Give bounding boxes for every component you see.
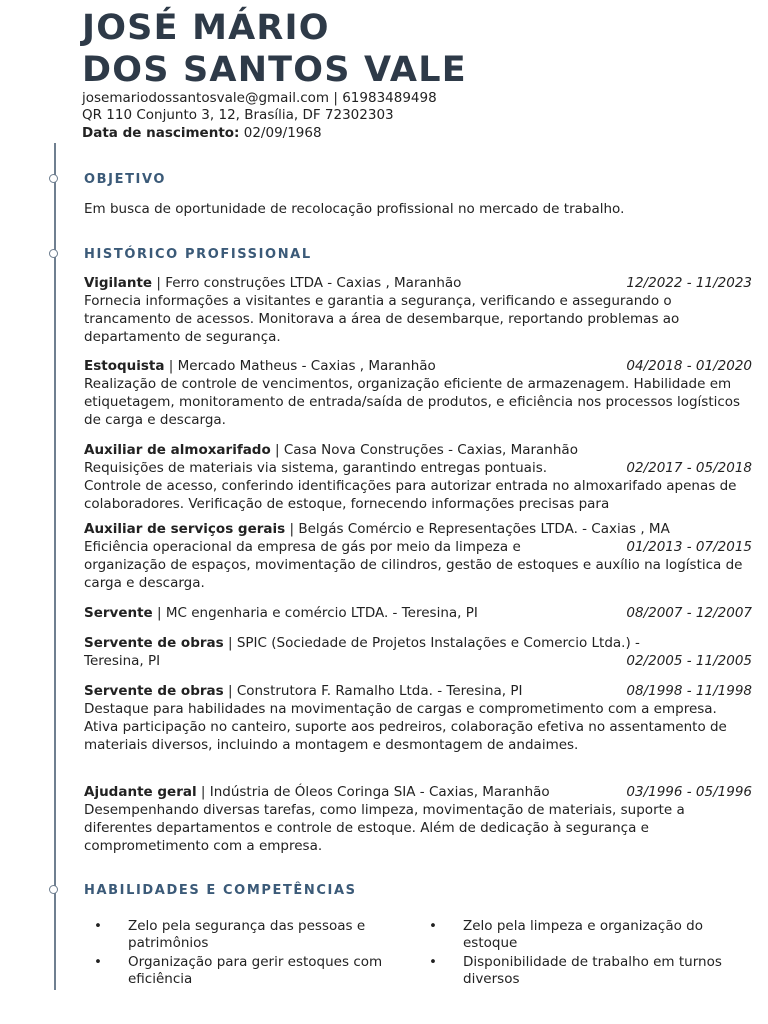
job-entry: [84, 274, 752, 346]
job-entry: [84, 783, 752, 855]
job-company: | MC engenharia e comércio LTDA. - Teresina, PI: [152, 605, 478, 621]
job-location: Teresina, PI: [84, 653, 161, 669]
job-entry: [84, 634, 752, 670]
job-dates: 03/1996 - 05/1996: [626, 784, 752, 800]
job-description: Destaque para habilidades na movimentação de cargas e comprometimento com a empresa. Ativa participação no canteiro, suporte aos pedreiros, colaboração efetiva no assentamento de materiais diversos, incluindo a montagem e desmontagem de andaimes.: [84, 701, 727, 753]
job-header: [84, 783, 752, 801]
job-company: | Mercado Matheus - Caxias , Maranhão: [164, 358, 436, 374]
name-first-line: JOSÉ MÁRIO: [82, 8, 330, 48]
job-role: Estoquista: [84, 358, 165, 374]
job-company: | Casa Nova Construções - Caxias, Maranhão: [270, 442, 578, 458]
timeline-node-history: [49, 249, 58, 258]
job-entry: [84, 357, 752, 429]
job-header: [84, 441, 752, 459]
job-header: [84, 357, 752, 375]
job-entry: [84, 682, 752, 754]
bullet-icon: •: [429, 918, 437, 934]
job-company: | SPIC (Sociedade de Projetos Instalações e Comercio Ltda.) -: [223, 635, 640, 651]
job-header: [84, 634, 752, 652]
job-description: Desempenhando diversas tarefas, como limpeza, movimentação de materiais, suporte a diferentes departamentos e controle de estoque. Além de dedicação à segurança e comprometimento com a empresa.: [84, 802, 685, 854]
job-company: | Construtora F. Ramalho Ltda. - Teresina, PI: [223, 683, 523, 699]
job-role: Ajudante geral: [84, 784, 197, 800]
skill-item: • Zelo pela limpeza e organização do estoque: [429, 918, 703, 951]
job-role: Servente de obras: [84, 683, 224, 699]
job-subline: [84, 652, 752, 670]
contact-address: QR 110 Conjunto 3, 12, Brasília, DF 72302303: [82, 107, 394, 123]
birth-date-value: 02/09/1968: [243, 125, 322, 141]
job-summary: Eficiência operacional da empresa de gás por meio da limpeza e: [84, 539, 521, 555]
job-company: | Belgás Comércio e Representações LTDA. - Caxias , MA: [285, 521, 670, 537]
section-title-objective: OBJETIVO: [84, 172, 167, 187]
job-header: [84, 604, 752, 622]
section-title-history: HISTÓRICO PROFISSIONAL: [84, 247, 312, 262]
objective-text: Em busca de oportunidade de recolocação profissional no mercado de trabalho.: [84, 201, 625, 217]
job-role: Auxiliar de almoxarifado: [84, 442, 271, 458]
job-entry: [84, 604, 752, 622]
skills-list: [92, 918, 752, 990]
job-description: Fornecia informações a visitantes e garantia a segurança, verificando e assegurando o trancamento de acessos. Monitorava a área de desembarque, reportando problemas ao departamento de segurança.: [84, 293, 680, 345]
job-subline: [84, 538, 752, 556]
skill-item: • Organização para gerir estoques com eficiência: [94, 954, 383, 987]
job-description: organização de espaços, movimentação de cilindros, gestão de estoques e auxílio na logística de carga e descarga.: [84, 557, 743, 591]
job-dates: 08/2007 - 12/2007: [626, 605, 752, 621]
job-summary: Requisições de materiais via sistema, garantindo entregas pontuais.: [84, 460, 548, 476]
job-header: [84, 274, 752, 292]
job-dates: 04/2018 - 01/2020: [626, 358, 752, 374]
job-subline: [84, 459, 752, 477]
job-dates: 12/2022 - 11/2023: [626, 275, 752, 291]
job-dates: 02/2005 - 11/2005: [626, 653, 752, 669]
contact-email-phone: josemariodossantosvale@gmail.com | 61983489498: [82, 90, 437, 106]
job-entry: [84, 520, 752, 592]
name-second-line: DOS SANTOS VALE: [82, 50, 467, 90]
section-title-skills: HABILIDADES E COMPETÊNCIAS: [84, 883, 357, 898]
bullet-icon: •: [94, 954, 102, 970]
timeline-node-objective: [49, 174, 58, 183]
job-role: Vigilante: [84, 275, 153, 291]
job-company: | Indústria de Óleos Coringa SIA - Caxias, Maranhão: [196, 784, 550, 800]
job-description: Realização de controle de vencimentos, organização eficiente de armazenagem. Habilidade em etiquetagem, monitoramento de entrada/saída de produtos, e eficiência nos processos logísticos de carga e descarga.: [84, 376, 741, 428]
timeline-node-skills: [49, 885, 58, 894]
job-header: [84, 520, 752, 538]
birth-date-label: Data de nascimento:: [82, 125, 240, 141]
birth-date: [82, 124, 322, 142]
bullet-icon: •: [429, 954, 437, 970]
job-dates: 08/1998 - 11/1998: [626, 683, 752, 699]
job-header: [84, 682, 752, 700]
job-company: | Ferro construções LTDA - Caxias , Maranhão: [152, 275, 462, 291]
job-description: Controle de acesso, conferindo identificações para autorizar entrada no almoxarifado apenas de colaboradores. Verificação de estoque, fornecendo informações precisas para: [84, 478, 737, 512]
job-dates: 01/2013 - 07/2015: [626, 539, 752, 555]
timeline-line: [54, 143, 56, 990]
bullet-icon: •: [94, 918, 102, 934]
job-role: Servente de obras: [84, 635, 224, 651]
job-role: Auxiliar de serviços gerais: [84, 521, 286, 537]
job-entry: [84, 441, 752, 513]
skill-item: • Zelo pela segurança das pessoas e patrimônios: [94, 918, 366, 951]
skill-item: • Disponibilidade de trabalho em turnos diversos: [429, 954, 722, 987]
job-dates: 02/2017 - 05/2018: [626, 460, 752, 476]
job-role: Servente: [84, 605, 153, 621]
